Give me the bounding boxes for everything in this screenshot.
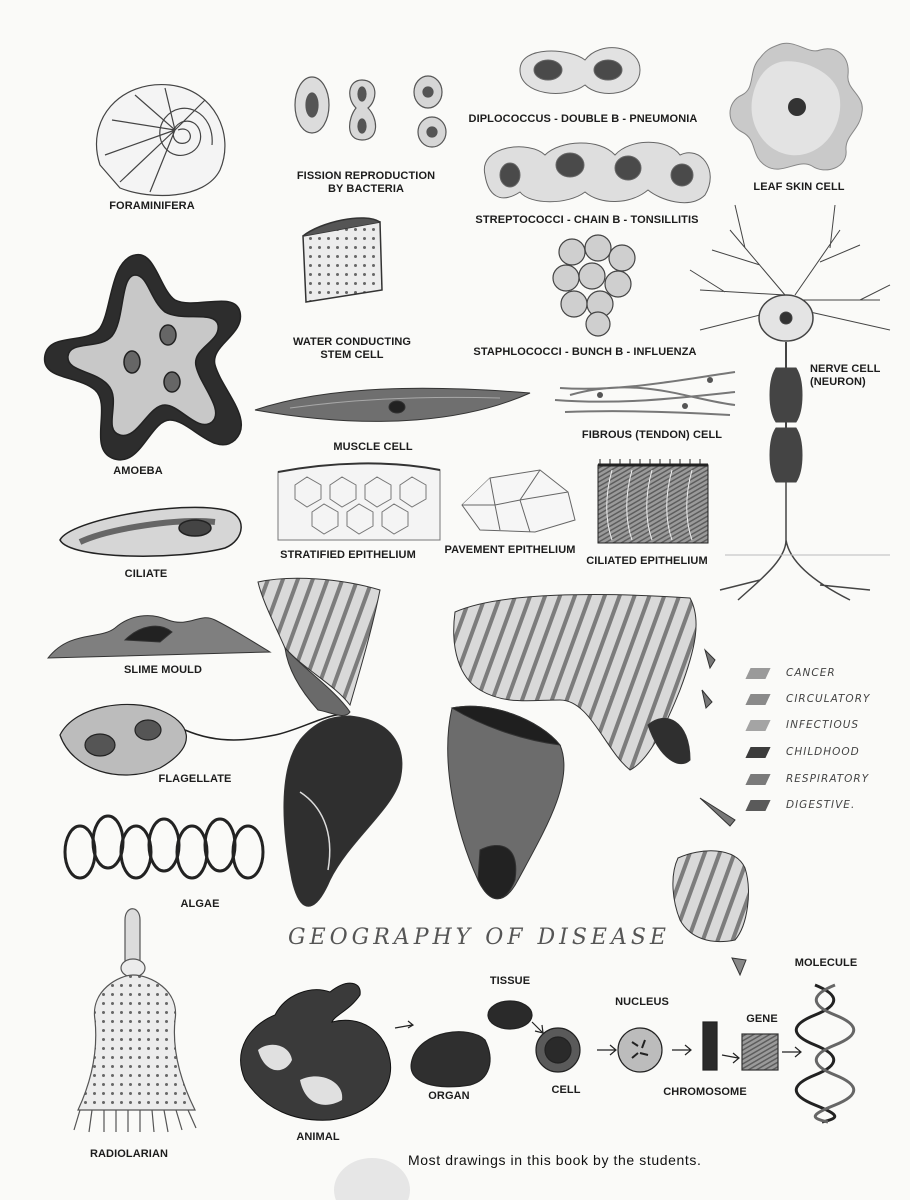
- legend-label: INFECTIOUS: [786, 719, 860, 731]
- foraminifera-drawing: [96, 85, 224, 196]
- diplococcus-drawing: [520, 48, 640, 94]
- ciliate-drawing: [60, 507, 241, 556]
- label-molecule: MOLECULE: [794, 957, 858, 969]
- label-water-conducting: WATER CONDUCTING STEM CELL: [292, 336, 412, 361]
- fission-bacteria-drawing: [295, 76, 446, 147]
- pavement-epithelium-drawing: [462, 470, 575, 532]
- stratified-epithelium-drawing: [278, 463, 440, 540]
- ciliated-epithelium-drawing: [598, 459, 708, 543]
- label-leaf-skin-cell: LEAF SKIN CELL: [753, 181, 845, 193]
- animal-drawing: [241, 983, 391, 1120]
- label-staphlococci: STAPHLOCOCCI - BUNCH B - INFLUENZA: [473, 346, 697, 358]
- label-animal: ANIMAL: [296, 1131, 340, 1143]
- label-fibrous: FIBROUS (TENDON) CELL: [581, 429, 723, 441]
- legend-label: CIRCULATORY: [786, 693, 871, 705]
- label-nerve-cell: NERVE CELL (NEURON): [810, 363, 881, 388]
- legend-label: DIGESTIVE.: [786, 799, 856, 811]
- label-gene: GENE: [746, 1013, 778, 1025]
- legend-label: RESPIRATORY: [786, 773, 870, 785]
- stem-cell-drawing: [303, 218, 382, 302]
- legend-label: CHILDHOOD: [786, 746, 860, 758]
- label-fission: FISSION REPRODUCTION BY BACTERIA: [296, 170, 436, 195]
- credit-text: Most drawings in this book by the students.: [408, 1152, 702, 1168]
- label-chromosome: CHROMOSOME: [663, 1086, 747, 1098]
- slime-mould-drawing: [48, 616, 270, 658]
- label-tissue: TISSUE: [489, 975, 531, 987]
- label-radiolarian: RADIOLARIAN: [89, 1148, 169, 1160]
- label-ciliate: CILIATE: [124, 568, 168, 580]
- map-title: GEOGRAPHY OF DISEASE: [288, 925, 670, 950]
- label-flagellate: FLAGELLATE: [158, 773, 232, 785]
- label-streptococci: STREPTOCOCCI - CHAIN B - TONSILLITIS: [475, 214, 699, 226]
- label-slime-mould: SLIME MOULD: [123, 664, 203, 676]
- label-diplococcus: DIPLOCOCCUS - DOUBLE B - PNEUMONIA: [468, 113, 698, 125]
- muscle-cell-drawing: [255, 388, 530, 421]
- label-pavement: PAVEMENT EPITHELIUM: [444, 544, 576, 556]
- label-amoeba: AMOEBA: [113, 465, 163, 477]
- leaf-skin-cell-drawing: [730, 43, 862, 170]
- page-smudge: [334, 1158, 410, 1200]
- label-organ: ORGAN: [428, 1090, 470, 1102]
- radiolarian-drawing: [74, 909, 196, 1132]
- amoeba-drawing: [45, 255, 242, 460]
- label-foraminifera: FORAMINIFERA: [109, 200, 195, 212]
- label-stratified: STRATIFIED EPITHELIUM: [280, 549, 416, 561]
- label-muscle-cell: MUSCLE CELL: [333, 441, 413, 453]
- label-algae: ALGAE: [180, 898, 220, 910]
- label-nucleus: NUCLEUS: [615, 996, 669, 1008]
- algae-drawing: [65, 816, 263, 878]
- staphlococci-drawing: [553, 235, 635, 336]
- fibrous-tendon-drawing: [555, 372, 735, 415]
- legend-label: CANCER: [786, 667, 836, 679]
- label-ciliated: CILIATED EPITHELIUM: [586, 555, 708, 567]
- label-cell: CELL: [551, 1084, 581, 1096]
- streptococci-drawing: [484, 142, 710, 202]
- world-map-drawing: [258, 578, 748, 975]
